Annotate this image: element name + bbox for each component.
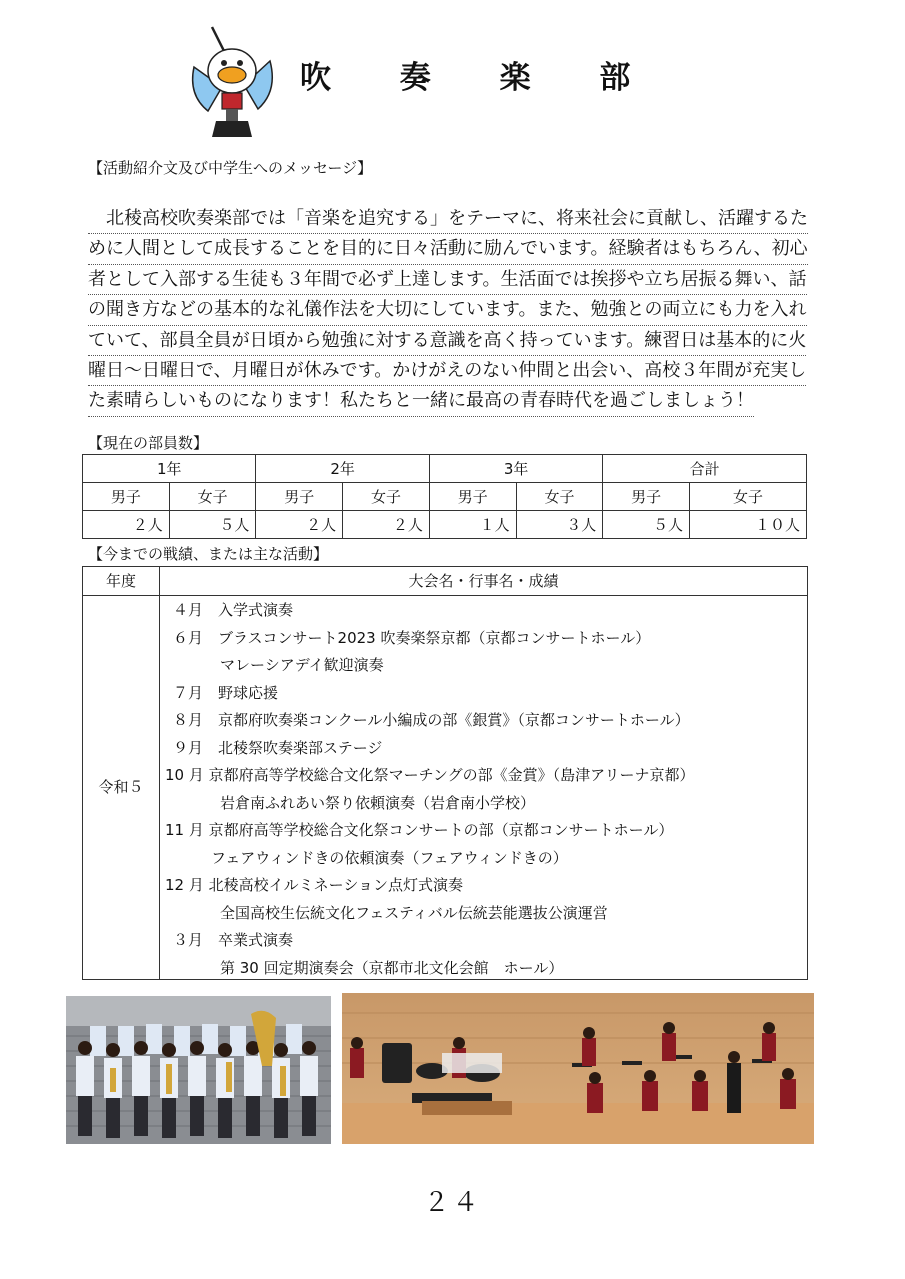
members-count-row — [83, 511, 807, 539]
intro-line: の聞き方などの基本的な礼儀作法を大切にしています。また、勉強との両立にも力を入れ — [88, 295, 807, 325]
members-group-row — [83, 455, 807, 483]
activity-line: 岩倉南ふれあい祭り依頼演奏（岩倉南小学校） — [220, 794, 536, 812]
club-title-char: 奏 — [399, 60, 431, 96]
club-title-char: 部 — [599, 60, 631, 96]
activity-line: ８月 京都府吹奏楽コンクール小編成の部《銀賞》（京都コンサートホール） — [173, 711, 690, 729]
year-value: 令和５ — [98, 778, 144, 796]
intro-line: ていて、部員全員が日頃から勉強に対する意識を高く持っています。練習日は基本的に火 — [88, 326, 806, 356]
member-count: １人 — [429, 511, 516, 539]
club-title — [300, 52, 630, 97]
page-number: ２４ — [423, 1188, 482, 1218]
gender-header: 男子 — [603, 483, 690, 511]
members-table — [82, 454, 807, 539]
activity-line: ６月 ブラスコンサート2023 吹奏楽祭京都（京都コンサートホール） — [173, 629, 651, 647]
activity-line: 10 月 京都府高等学校総合文化祭マーチングの部《金賞》（島津アリーナ京都） — [165, 766, 695, 784]
activity-line: ４月 入学式演奏 — [173, 601, 294, 619]
intro-text — [88, 204, 822, 417]
activity-line: マレーシアデイ歓迎演奏 — [220, 656, 384, 674]
intro-line: 者として入部する生徒も３年間で必ず上達します。生活面では挨拶や立ち居振る舞い、話 — [88, 265, 807, 295]
gender-header: 女子 — [516, 483, 603, 511]
gender-header: 男子 — [83, 483, 170, 511]
member-count: ５人 — [603, 511, 690, 539]
gender-header: 男子 — [256, 483, 343, 511]
intro-line: 北稜高校吹奏楽部では「音楽を追究する」をテーマに、将来社会に貢献し、活躍するた — [88, 204, 808, 234]
activity-line: 第 30 回定期演奏会（京都市北文化会館 ホール） — [220, 959, 564, 977]
year-cell — [83, 596, 160, 979]
member-count: ２人 — [256, 511, 343, 539]
activity-line: ９月 北稜祭吹奏楽部ステージ — [173, 739, 383, 757]
concert-photo — [342, 993, 814, 1144]
member-count: ３人 — [516, 511, 603, 539]
activities-table — [82, 566, 808, 980]
members-gender-row — [83, 483, 807, 511]
activity-line: ７月 野球応援 — [173, 684, 279, 702]
member-count: ２人 — [343, 511, 430, 539]
club-title-char: 楽 — [499, 60, 531, 96]
member-count: ２人 — [83, 511, 170, 539]
intro-line: た素晴らしいものになります！私たちと一緒に最高の青春時代を過ごしましょう！ — [88, 386, 754, 416]
club-mascot-illustration — [186, 25, 278, 140]
intro-line: めに人間として成長することを目的に日々活動に励んでいます。経験者はもちろん、初心 — [88, 234, 808, 264]
member-count: １０人 — [690, 511, 807, 539]
club-title-char: 吹 — [300, 60, 331, 96]
members-heading: 【現在の部員数】 — [88, 434, 209, 452]
group-header: 合計 — [603, 455, 807, 483]
group-photo — [66, 996, 331, 1144]
gender-header: 女子 — [169, 483, 256, 511]
activity-line: 全国高校生伝統文化フェスティバル伝統芸能選抜公演運営 — [220, 904, 608, 922]
gender-header: 女子 — [343, 483, 430, 511]
year-column-header: 年度 — [83, 567, 160, 596]
activity-line: ３月 卒業式演奏 — [173, 931, 294, 949]
group-header: 3年 — [429, 455, 602, 483]
activities-heading: 【今までの戦績、または主な活動】 — [88, 545, 329, 563]
activity-line: 12 月 北稜高校イルミネーション点灯式演奏 — [165, 876, 464, 894]
event-column-header: 大会名・行事名・成績 — [160, 567, 807, 596]
group-header: 2年 — [256, 455, 429, 483]
member-count: ５人 — [169, 511, 256, 539]
intro-heading: 【活動紹介文及び中学生へのメッセージ】 — [88, 159, 373, 177]
gender-header: 男子 — [429, 483, 516, 511]
gender-header: 女子 — [690, 483, 807, 511]
group-header: 1年 — [83, 455, 256, 483]
intro-line: 曜日～日曜日で、月曜日が休みです。かけがえのない仲間と出会い、高校３年間が充実し — [88, 356, 806, 386]
activity-line: フェアウィンドきの依頼演奏（フェアウィンドきの） — [211, 849, 568, 867]
activity-line: 11 月 京都府高等学校総合文化祭コンサートの部（京都コンサートホール） — [165, 821, 674, 839]
